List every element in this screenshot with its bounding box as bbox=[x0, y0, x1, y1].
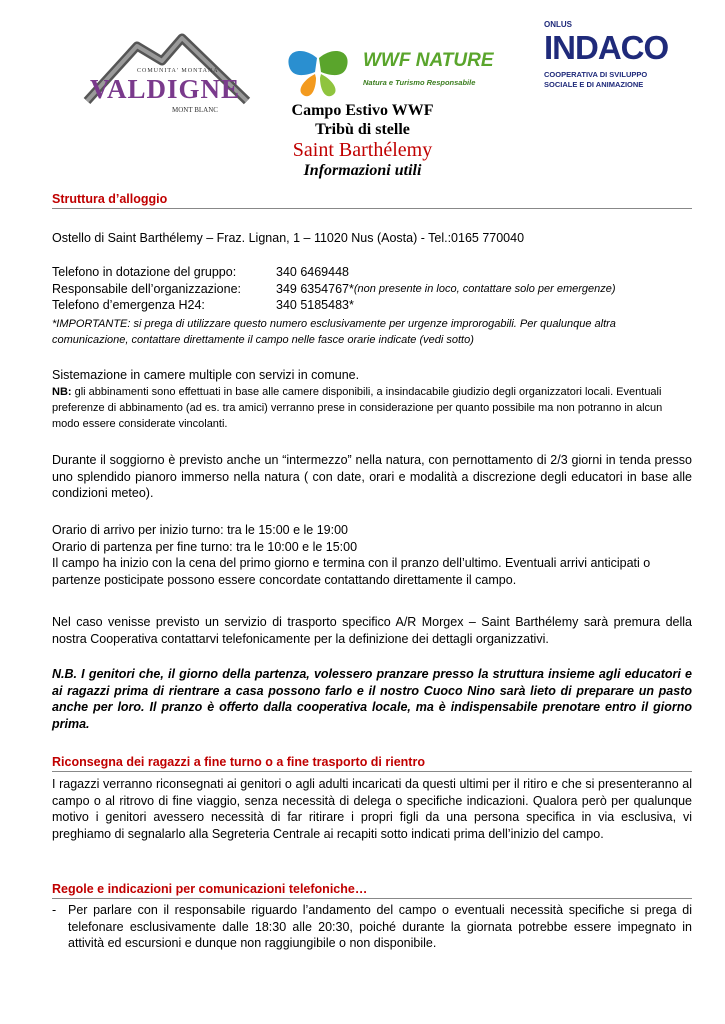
phone-row bbox=[52, 281, 692, 298]
section-title-return: Riconsegna dei ragazzi a fine turno o a fine trasporto di rientro bbox=[52, 755, 692, 772]
nb-parents: N.B. I genitori che, il giorno della partenza, volessero pranzare presso la struttura insieme agli educatori e ai ragazzi prima di rientrare a casa possono farlo e il nostro Cuoco Nino sarà lieto di preparare un pasto anche per loro. Il pranzo è offerto dalla cooperativa locale, ma è indispensabile prenotare entro il giorno prima. bbox=[52, 667, 692, 731]
valdigne-sub: MONT BLANC bbox=[172, 106, 218, 114]
indaco-sub2: SOCIALE E DI ANIMAZIONE bbox=[544, 80, 644, 89]
butterfly-icon bbox=[283, 44, 353, 100]
document-header bbox=[0, 101, 725, 180]
nb-label: NB: bbox=[52, 386, 72, 398]
header-line-3: Saint Barthélemy bbox=[292, 139, 433, 161]
valdigne-top: COMUNITA' MONTANA bbox=[137, 68, 219, 74]
meals-text: Il campo ha inizio con la cena del primo giorno e termina con il pranzo dell’ultimo. Eventuali arrivi anticipati o partenze posticipate possono essere concordate contattando direttamente il campo. bbox=[52, 556, 651, 587]
indaco-logo bbox=[544, 20, 669, 100]
bullet-text: Per parlare con il responsabile riguardo l’andamento del campo o eventuali necessità specifiche si prega di telefonare esclusivamente dalle 18:30 alle 20:30, poiché durante la giornata potrebbe essere impegnato in attività ed escursioni e dunque non raggiungibile o non disponibile. bbox=[68, 903, 692, 950]
indaco-sub1: COOPERATIVA DI SVILUPPO bbox=[544, 70, 648, 79]
return-text: I ragazzi verranno riconsegnati ai genitori o agli adulti incaricati da questi ultimi per il ritiro e che si presenteranno al campo o al ritrovo di fine viaggio, senza necessità di delega o specifiche indicazioni. Qualora però per qualunque motivo i genitori avessero necessità di far ritirare i propri figli da una persona specifica in via esclusiva, vi preghiamo di segnalarlo alla Segreteria Centrale ai recapiti sotto indicati prima dell’inizio del campo. bbox=[52, 777, 692, 841]
nb-rooms bbox=[52, 384, 692, 432]
rooms-text: Sistemazione in camere multiple con servizi in comune. bbox=[52, 368, 360, 382]
wwf-nature-logo bbox=[283, 44, 503, 100]
wwf-nature-name: WWF NATURE bbox=[363, 50, 494, 71]
bullet-dash: - bbox=[52, 903, 57, 917]
indaco-badge: ONLUS bbox=[544, 20, 572, 29]
phone-rules-list bbox=[52, 902, 692, 952]
section-title-phone-rules: Regole e indicazioni per comunicazioni telefoniche… bbox=[52, 882, 692, 899]
header-line-4: Informazioni utili bbox=[303, 162, 422, 179]
arrival-time: Orario di arrivo per inizio turno: tra le 15:00 e le 19:00 bbox=[52, 523, 348, 537]
phone-label: Responsabile dell’organizzazione: bbox=[52, 281, 242, 296]
departure-time: Orario di partenza per fine turno: tra le 10:00 e le 15:00 bbox=[52, 539, 358, 554]
wwf-nature-sub: Natura e Turismo Responsabile bbox=[363, 78, 476, 87]
important-note: *IMPORTANTE: si prega di utilizzare questo numero esclusivamente per urgenze improrogabili. Per qualunque altra comunicazione, contattare direttamente il campo nelle fasce orarie indicate (vedi sotto) bbox=[52, 318, 616, 346]
phone-row bbox=[52, 297, 692, 314]
phone-value: 349 6354767* bbox=[276, 281, 354, 296]
phone-value: 340 5185483* bbox=[276, 298, 354, 312]
address-line: Ostello di Saint Barthélemy – Fraz. Lignan, 1 – 11020 Nus (Aosta) - Tel.:0165 770040 bbox=[52, 231, 525, 245]
phone-label: Telefono in dotazione del gruppo: bbox=[52, 265, 237, 279]
phone-row bbox=[52, 264, 692, 281]
phone-list bbox=[52, 264, 692, 314]
schedule-block bbox=[52, 522, 692, 588]
valdigne-name: VALDIGNE bbox=[90, 74, 241, 104]
phone-value: 340 6469448 bbox=[276, 265, 349, 279]
list-item bbox=[52, 902, 692, 952]
nb-text: gli abbinamenti sono effettuati in base alle camere disponibili, a insindacabile giudizio degli organizzatori locali. Eventuali preferenze di abbinamento (ad es. tra amici) verranno prese in considerazione per quanto possibile ma non potranno in alcun modo essere considerate vincolanti. bbox=[52, 386, 663, 430]
intermezzo-text: Durante il soggiorno è previsto anche un “intermezzo” nella natura, con pernottamento di 2/3 giorni in tenda presso uno splendido pianoro immerso nella natura ( con date, orari e modalità a discrezione degli educatori in base alle condizioni meteo). bbox=[52, 453, 692, 500]
header-line-2: Tribù di stelle bbox=[315, 121, 410, 138]
phone-note: (non presente in loco, contattare solo per emergenze) bbox=[353, 282, 616, 295]
section-title-accommodation: Struttura d’alloggio bbox=[52, 192, 692, 209]
transport-text: Nel caso venisse previsto un servizio di trasporto specifico A/R Morgex – Saint Barthélemy sarà premura della nostra Cooperativa contattarvi telefonicamente per la definizione dei dettagli organizzativi. bbox=[52, 615, 692, 646]
header-line-1: Campo Estivo WWF bbox=[291, 102, 434, 119]
indaco-name: INDACO bbox=[544, 29, 669, 66]
phone-label: Telefono d’emergenza H24: bbox=[52, 298, 205, 312]
